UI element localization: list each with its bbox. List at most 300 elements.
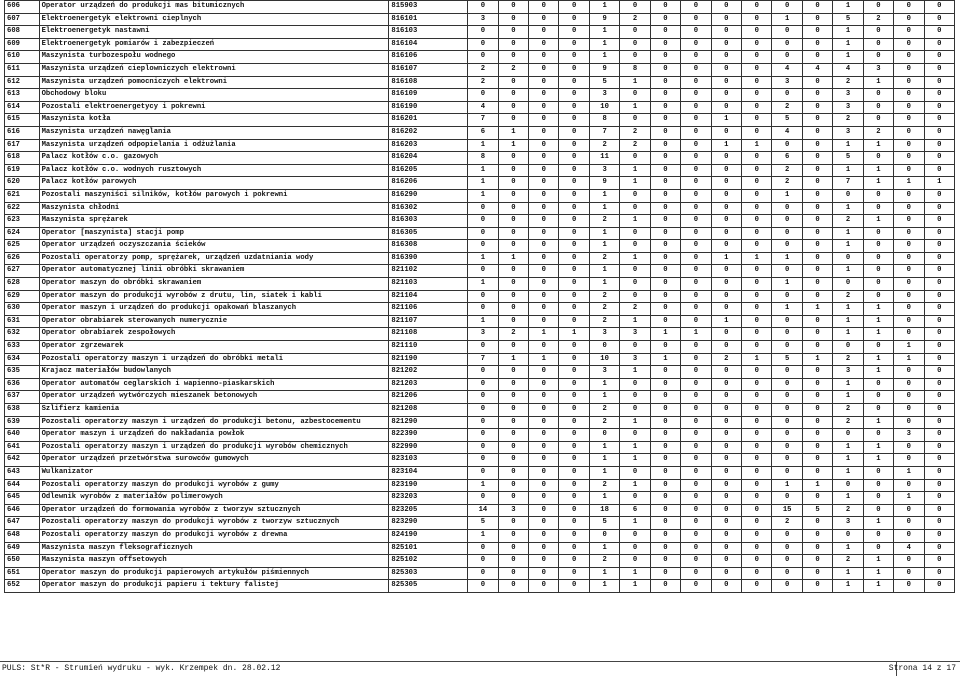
occupation-name: Elektroenergetyk elektrowni cieplnych [39,13,389,26]
value-cell: 1 [589,265,619,278]
value-cell: 5 [833,13,863,26]
value-cell: 0 [802,89,832,102]
value-cell: 0 [681,567,711,580]
value-cell: 0 [863,479,893,492]
value-cell: 0 [650,529,680,542]
value-cell: 0 [620,391,650,404]
value-cell: 3 [620,353,650,366]
table-row [5,164,955,177]
table-row [5,114,955,127]
table-row [5,290,955,303]
value-cell: 1 [833,580,863,593]
value-cell: 0 [802,202,832,215]
value-cell: 1 [863,315,893,328]
occupation-code: 816201 [389,114,468,127]
value-cell: 2 [589,290,619,303]
value-cell: 1 [620,76,650,89]
value-cell: 0 [802,126,832,139]
value-cell: 0 [772,1,802,14]
value-cell: 0 [772,404,802,417]
value-cell: 0 [711,89,741,102]
value-cell: 2 [833,290,863,303]
value-cell: 0 [924,378,954,391]
value-cell: 2 [620,13,650,26]
value-cell: 0 [711,441,741,454]
value-cell: 5 [802,504,832,517]
value-cell: 0 [711,404,741,417]
value-cell: 0 [681,189,711,202]
value-cell: 0 [681,51,711,64]
value-cell: 1 [589,202,619,215]
value-cell: 0 [681,38,711,51]
occupation-code: 821202 [389,366,468,379]
row-number: 611 [5,63,40,76]
value-cell: 6 [468,126,498,139]
value-cell: 1 [589,567,619,580]
value-cell: 0 [833,189,863,202]
value-cell: 1 [833,38,863,51]
value-cell: 1 [833,378,863,391]
value-cell: 0 [924,315,954,328]
value-cell: 0 [802,215,832,228]
value-cell: 0 [650,429,680,442]
row-number: 634 [5,353,40,366]
value-cell: 0 [802,38,832,51]
value-cell: 0 [833,479,863,492]
value-cell: 0 [650,580,680,593]
value-cell: 0 [529,290,559,303]
occupation-code: 816103 [389,26,468,39]
value-cell: 8 [468,152,498,165]
occupation-code: 823190 [389,479,468,492]
value-cell: 0 [742,529,772,542]
value-cell: 0 [468,404,498,417]
occupation-code: 825303 [389,567,468,580]
value-cell: 0 [802,517,832,530]
value-cell: 0 [498,89,528,102]
value-cell: 0 [650,441,680,454]
row-number: 622 [5,202,40,215]
value-cell: 2 [772,101,802,114]
value-cell: 0 [620,227,650,240]
occupation-code: 821208 [389,404,468,417]
value-cell: 0 [498,580,528,593]
value-cell: 1 [620,454,650,467]
value-cell: 0 [894,378,924,391]
value-cell: 0 [802,101,832,114]
value-cell: 0 [711,13,741,26]
value-cell: 4 [772,126,802,139]
value-cell: 2 [589,555,619,568]
value-cell: 1 [620,366,650,379]
value-cell: 0 [529,227,559,240]
value-cell: 14 [468,504,498,517]
value-cell: 0 [681,177,711,190]
value-cell: 3 [863,63,893,76]
value-cell: 1 [772,303,802,316]
value-cell: 0 [924,542,954,555]
value-cell: 0 [559,177,589,190]
value-cell: 0 [559,567,589,580]
occupation-code: 821290 [389,416,468,429]
value-cell: 0 [529,51,559,64]
value-cell: 11 [589,152,619,165]
value-cell: 0 [711,278,741,291]
page-footer [0,661,960,676]
value-cell: 0 [559,152,589,165]
occupation-name: Palacz kotłów c.o. wodnych rusztowych [39,164,389,177]
value-cell: 0 [468,416,498,429]
row-number: 627 [5,265,40,278]
value-cell: 1 [711,114,741,127]
value-cell: 0 [711,466,741,479]
value-cell: 0 [650,454,680,467]
value-cell: 0 [498,441,528,454]
value-cell: 0 [498,26,528,39]
value-cell: 1 [894,466,924,479]
occupation-name: Operator urządzeń oczyszczania ścieków [39,240,389,253]
table-row [5,278,955,291]
value-cell: 0 [742,404,772,417]
value-cell: 1 [650,328,680,341]
value-cell: 0 [681,315,711,328]
value-cell: 0 [742,101,772,114]
value-cell: 0 [711,227,741,240]
occupation-name: Pozostali operatorzy maszyn do produkcji wyrobów z gumy [39,479,389,492]
table-row [5,215,955,228]
table-row [5,366,955,379]
row-number: 612 [5,76,40,89]
value-cell: 4 [772,63,802,76]
value-cell: 0 [742,177,772,190]
value-cell: 8 [620,63,650,76]
value-cell: 0 [833,252,863,265]
value-cell: 0 [650,26,680,39]
value-cell: 0 [681,1,711,14]
value-cell: 0 [498,278,528,291]
value-cell: 5 [589,76,619,89]
value-cell: 0 [772,555,802,568]
row-number: 636 [5,378,40,391]
table-row [5,529,955,542]
value-cell: 1 [772,252,802,265]
value-cell: 0 [772,240,802,253]
value-cell: 1 [620,517,650,530]
value-cell: 0 [529,240,559,253]
value-cell: 1 [620,215,650,228]
value-cell: 1 [711,315,741,328]
value-cell: 0 [681,416,711,429]
value-cell: 0 [742,76,772,89]
value-cell: 0 [468,1,498,14]
value-cell: 0 [711,529,741,542]
occupation-name: Operator maszyn i urządzeń do produkcji opakowań blaszanych [39,303,389,316]
value-cell: 6 [772,152,802,165]
value-cell: 0 [924,101,954,114]
occupation-name: Maszynista chłodni [39,202,389,215]
value-cell: 0 [711,378,741,391]
row-number: 651 [5,567,40,580]
value-cell: 1 [529,328,559,341]
value-cell: 0 [498,416,528,429]
value-cell: 0 [863,542,893,555]
value-cell: 0 [742,492,772,505]
value-cell: 0 [681,215,711,228]
value-cell: 0 [711,164,741,177]
occupation-name: Operator automatów ceglarskich i wapienno-piaskarskich [39,378,389,391]
value-cell: 0 [802,466,832,479]
value-cell: 0 [802,429,832,442]
value-cell: 0 [468,38,498,51]
value-cell: 0 [894,265,924,278]
value-cell: 0 [863,1,893,14]
value-cell: 1 [468,479,498,492]
value-cell: 0 [924,303,954,316]
value-cell: 0 [894,479,924,492]
value-cell: 0 [650,227,680,240]
value-cell: 0 [529,1,559,14]
table-row [5,391,955,404]
value-cell: 0 [894,303,924,316]
occupation-code: 816104 [389,38,468,51]
value-cell: 0 [650,240,680,253]
value-cell: 0 [711,479,741,492]
value-cell: 0 [802,278,832,291]
value-cell: 0 [529,441,559,454]
occupation-code: 816202 [389,126,468,139]
value-cell: 3 [833,89,863,102]
value-cell: 0 [742,504,772,517]
occupation-name: Operator urządzeń do produkcji mas bitumicznych [39,1,389,14]
value-cell: 9 [589,177,619,190]
value-cell: 0 [559,164,589,177]
value-cell: 0 [681,441,711,454]
value-cell: 0 [650,492,680,505]
value-cell: 2 [589,252,619,265]
value-cell: 0 [742,303,772,316]
value-cell: 1 [833,567,863,580]
value-cell: 0 [620,240,650,253]
value-cell: 0 [498,114,528,127]
value-cell: 0 [894,202,924,215]
value-cell: 0 [924,152,954,165]
value-cell: 2 [589,479,619,492]
value-cell: 0 [711,567,741,580]
value-cell: 0 [559,202,589,215]
value-cell: 0 [802,26,832,39]
value-cell: 0 [468,366,498,379]
occupation-code: 816205 [389,164,468,177]
occupation-code: 825101 [389,542,468,555]
value-cell: 0 [681,114,711,127]
value-cell: 2 [589,416,619,429]
value-cell: 1 [863,517,893,530]
table-row [5,240,955,253]
value-cell: 0 [681,555,711,568]
value-cell: 0 [802,580,832,593]
value-cell: 0 [498,38,528,51]
value-cell: 3 [833,126,863,139]
value-cell: 0 [802,13,832,26]
value-cell: 0 [711,202,741,215]
value-cell: 0 [681,101,711,114]
value-cell: 0 [620,341,650,354]
value-cell: 0 [894,529,924,542]
value-cell: 0 [742,38,772,51]
value-cell: 0 [559,227,589,240]
row-number: 639 [5,416,40,429]
value-cell: 1 [894,341,924,354]
value-cell: 1 [833,542,863,555]
value-cell: 1 [863,215,893,228]
occupation-name: Maszynista maszyn fleksograficznych [39,542,389,555]
value-cell: 0 [863,189,893,202]
value-cell: 0 [650,265,680,278]
value-cell: 0 [924,139,954,152]
value-cell: 1 [863,177,893,190]
value-cell: 0 [529,38,559,51]
table-row [5,89,955,102]
value-cell: 0 [742,265,772,278]
value-cell: 3 [620,328,650,341]
value-cell: 0 [681,240,711,253]
value-cell: 0 [772,38,802,51]
occupation-name: Krajacz materiałów budowlanych [39,366,389,379]
value-cell: 0 [498,391,528,404]
value-cell: 0 [711,26,741,39]
value-cell: 0 [498,542,528,555]
value-cell: 0 [681,252,711,265]
value-cell: 2 [620,303,650,316]
value-cell: 2 [772,164,802,177]
value-cell: 0 [529,139,559,152]
occupation-code: 825102 [389,555,468,568]
value-cell: 0 [681,391,711,404]
table-row [5,1,955,14]
value-cell: 0 [559,240,589,253]
table-row [5,227,955,240]
value-cell: 0 [742,542,772,555]
value-cell: 0 [681,13,711,26]
value-cell: 0 [498,479,528,492]
value-cell: 1 [863,580,893,593]
value-cell: 0 [559,303,589,316]
occupation-code: 821103 [389,278,468,291]
value-cell: 0 [894,454,924,467]
value-cell: 0 [924,441,954,454]
value-cell: 0 [468,227,498,240]
value-cell: 0 [802,328,832,341]
occupation-code: 823104 [389,466,468,479]
value-cell: 0 [894,404,924,417]
value-cell: 0 [711,429,741,442]
value-cell: 0 [863,252,893,265]
value-cell: 0 [924,202,954,215]
value-cell: 0 [894,13,924,26]
value-cell: 0 [863,341,893,354]
value-cell: 0 [802,227,832,240]
value-cell: 0 [681,164,711,177]
value-cell: 1 [468,164,498,177]
value-cell: 1 [772,278,802,291]
value-cell: 0 [742,164,772,177]
value-cell: 1 [833,391,863,404]
value-cell: 0 [468,555,498,568]
table-row [5,404,955,417]
value-cell: 0 [742,240,772,253]
occupation-name: Operator obrabiarek zespołowych [39,328,389,341]
value-cell: 1 [589,580,619,593]
value-cell: 0 [650,303,680,316]
value-cell: 0 [924,416,954,429]
value-cell: 1 [833,315,863,328]
value-cell: 1 [833,164,863,177]
value-cell: 0 [863,429,893,442]
value-cell: 2 [589,404,619,417]
value-cell: 0 [559,353,589,366]
value-cell: 0 [559,139,589,152]
value-cell: 0 [924,240,954,253]
value-cell: 0 [650,63,680,76]
table-row [5,454,955,467]
value-cell: 0 [924,404,954,417]
value-cell: 0 [498,240,528,253]
value-cell: 0 [802,542,832,555]
value-cell: 0 [802,567,832,580]
value-cell: 0 [620,404,650,417]
value-cell: 0 [620,26,650,39]
row-number: 615 [5,114,40,127]
value-cell: 0 [863,504,893,517]
row-number: 624 [5,227,40,240]
value-cell: 0 [802,164,832,177]
occupation-name: Maszynista urządzeń cieplowniczych elektrowni [39,63,389,76]
value-cell: 0 [620,114,650,127]
value-cell: 0 [711,303,741,316]
occupation-name: Odlewnik wyrobów z materiałów polimerowych [39,492,389,505]
value-cell: 0 [924,215,954,228]
value-cell: 1 [620,252,650,265]
value-cell: 0 [559,38,589,51]
value-cell: 1 [894,177,924,190]
row-number: 631 [5,315,40,328]
value-cell: 0 [924,567,954,580]
value-cell: 1 [589,26,619,39]
value-cell: 0 [498,454,528,467]
value-cell: 0 [559,366,589,379]
value-cell: 0 [863,51,893,64]
value-cell: 3 [498,504,528,517]
value-cell: 0 [924,63,954,76]
value-cell: 0 [650,366,680,379]
value-cell: 4 [894,542,924,555]
value-cell: 0 [498,215,528,228]
value-cell: 0 [802,265,832,278]
value-cell: 0 [863,38,893,51]
value-cell: 0 [711,265,741,278]
value-cell: 0 [894,89,924,102]
value-cell: 0 [681,353,711,366]
value-cell: 0 [742,454,772,467]
value-cell: 9 [589,13,619,26]
value-cell: 0 [863,404,893,417]
value-cell: 3 [468,13,498,26]
value-cell: 6 [620,504,650,517]
occupation-name: Operator urządzeń przetwórstwa surowców gumowych [39,454,389,467]
value-cell: 3 [589,89,619,102]
value-cell: 1 [711,139,741,152]
value-cell: 0 [559,51,589,64]
